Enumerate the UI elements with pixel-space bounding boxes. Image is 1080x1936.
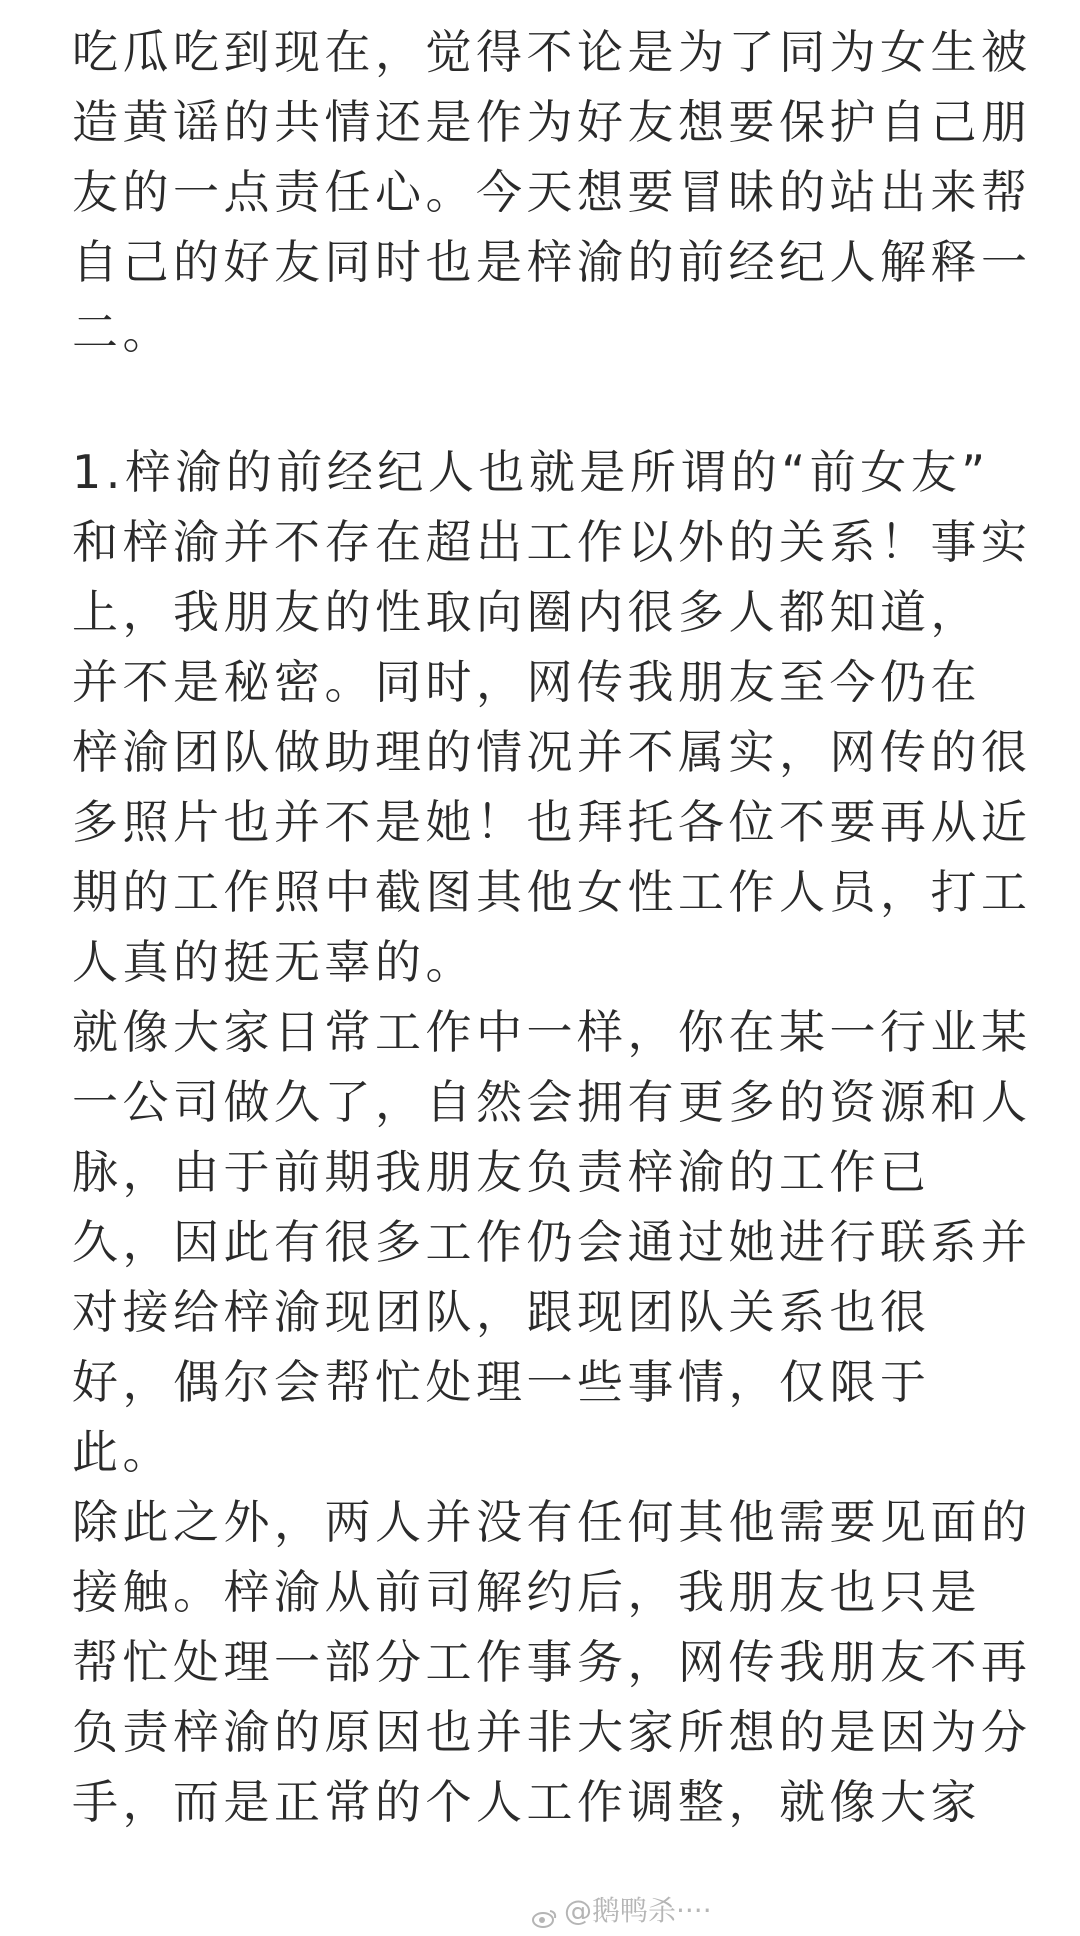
text-line: 吃瓜吃到现在，觉得不论是为了同为女生被 — [72, 25, 1032, 79]
text-line: 手，而是正常的个人工作调整，就像大家 — [72, 1775, 981, 1829]
text-line: 接触。梓渝从前司解约后，我朋友也只是 — [72, 1565, 981, 1619]
text-line: 帮忙处理一部分工作事务，网传我朋友不再 — [72, 1635, 1032, 1689]
text-line: 自己的好友同时也是梓渝的前经纪人解释一 — [72, 235, 1032, 289]
text-line: 和梓渝并不存在超出工作以外的关系！事实 — [72, 515, 1032, 569]
text-line: 脉，由于前期我朋友负责梓渝的工作已 — [72, 1145, 931, 1199]
weibo-icon — [532, 1902, 558, 1922]
watermark-text: @鹅鸭杀···· — [564, 1894, 712, 1927]
text-line: 就像大家日常工作中一样，你在某一行业某 — [72, 1005, 1032, 1059]
text-line: 并不是秘密。同时，网传我朋友至今仍在 — [72, 655, 981, 709]
text-line: 人真的挺无辜的。 — [72, 935, 476, 989]
text-line: 上，我朋友的性取向圈内很多人都知道， — [72, 585, 981, 639]
text-line: 梓渝团队做助理的情况并不属实，网传的很 — [72, 725, 1032, 779]
text-line: 除此之外，两人并没有任何其他需要见面的 — [72, 1495, 1032, 1549]
watermark — [532, 1894, 712, 1928]
text-line: 此。 — [72, 1425, 173, 1479]
text-line: 久，因此有很多工作仍会通过她进行联系并 — [72, 1215, 1032, 1269]
text-line: 1.梓渝的前经纪人也就是所谓的“前女友” — [72, 445, 990, 499]
text-line: 对接给梓渝现团队，跟现团队关系也很 — [72, 1285, 931, 1339]
text-line: 造黄谣的共情还是作为好友想要保护自己朋 — [72, 95, 1032, 149]
text-line: 期的工作照中截图其他女性工作人员，打工 — [72, 865, 1032, 919]
text-line: 负责梓渝的原因也并非大家所想的是因为分 — [72, 1705, 1032, 1759]
text-line: 好，偶尔会帮忙处理一些事情，仅限于 — [72, 1355, 931, 1409]
text-line: 多照片也并不是她！也拜托各位不要再从近 — [72, 795, 1032, 849]
text-line: 友的一点责任心。今天想要冒昧的站出来帮 — [72, 165, 1032, 219]
text-line: 一公司做久了，自然会拥有更多的资源和人 — [72, 1075, 1032, 1129]
text-line: 二。 — [72, 305, 173, 359]
